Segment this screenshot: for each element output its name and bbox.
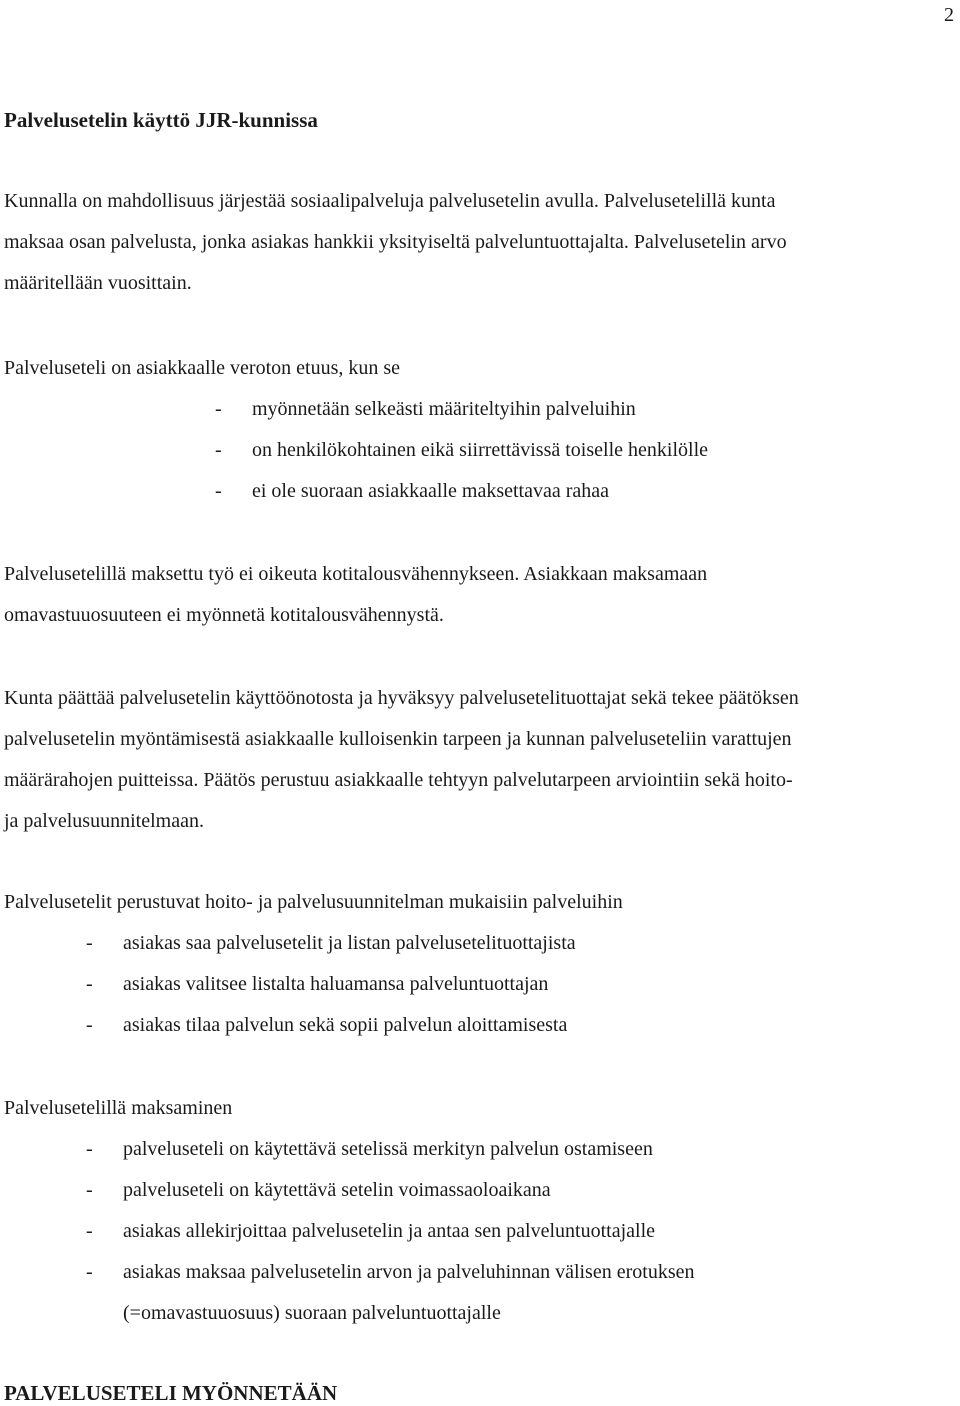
paatos-paragraph	[4, 678, 944, 842]
paragraph-line: ja palvelusuunnitelmaan.	[4, 810, 204, 832]
maksaminen-list	[86, 1129, 694, 1334]
dash-marker: -	[215, 480, 222, 502]
dash-marker: -	[86, 973, 93, 995]
page-number: 2	[944, 4, 954, 26]
dash-marker: -	[86, 1220, 93, 1242]
list-item-text: palveluseteli on käytettävä setelissä merkityn palvelun ostamiseen	[123, 1138, 653, 1160]
page-title: Palvelusetelin käyttö JJR-kunnissa	[4, 108, 318, 132]
list-item	[215, 389, 708, 430]
list-item-text: asiakas valitsee listalta haluamansa palveluntuottajan	[123, 973, 549, 995]
list-item-text: palveluseteli on käytettävä setelin voimassaoloaikana	[123, 1179, 551, 1201]
list-item	[215, 471, 708, 512]
list-item-text: ei ole suoraan asiakkaalle maksettavaa rahaa	[252, 480, 610, 502]
list-item	[86, 923, 576, 964]
list-item-text: myönnetään selkeästi määriteltyihin palveluihin	[252, 398, 636, 420]
dash-marker: -	[215, 398, 222, 420]
intro-paragraph	[4, 181, 944, 304]
paragraph-line: määritellään vuosittain.	[4, 272, 192, 294]
etuus-lead: Palveluseteli on asiakkaalle veroton etuus, kun se	[4, 357, 401, 379]
list-item	[215, 430, 708, 471]
etuus-list	[215, 389, 708, 512]
paragraph-line: määrärahojen puitteissa. Päätös perustuu asiakkaalle tehtyyn palvelutarpeen arviointiin sekä hoito-	[4, 769, 793, 791]
dash-marker: -	[86, 932, 93, 954]
list-item-text: on henkilökohtainen eikä siirrettävissä toiselle henkilölle	[252, 439, 708, 461]
dash-marker: -	[86, 1261, 93, 1283]
list-item	[86, 1170, 694, 1211]
perustuvat-lead: Palvelusetelit perustuvat hoito- ja palvelusuunnitelman mukaisiin palveluihin	[4, 891, 623, 913]
list-item-text: asiakas allekirjoittaa palvelusetelin ja antaa sen palveluntuottajalle	[123, 1220, 656, 1242]
dash-marker: -	[86, 1138, 93, 1160]
dash-marker: -	[215, 439, 222, 461]
list-item-text: asiakas tilaa palvelun sekä sopii palvelun aloittamisesta	[123, 1014, 568, 1036]
list-item	[86, 1252, 694, 1293]
list-item	[86, 964, 576, 1005]
section-heading: PALVELUSETELI MYÖNNETÄÄN	[4, 1381, 338, 1405]
paragraph-line: Kunta päättää palvelusetelin käyttöönotosta ja hyväksyy palvelusetelituottajat sekä tekee päätöksen	[4, 687, 799, 709]
list-item	[86, 1005, 576, 1046]
paragraph-line: maksaa osan palvelusta, jonka asiakas hankkii yksityiseltä palveluntuottajalta. Palvelusetelin arvo	[4, 231, 787, 253]
paragraph-line: Kunnalla on mahdollisuus järjestää sosiaalipalveluja palvelusetelin avulla. Palvelusetelillä kunta	[4, 190, 776, 212]
list-item-text: asiakas saa palvelusetelit ja listan palvelusetelituottajista	[123, 932, 576, 954]
dash-marker: -	[86, 1014, 93, 1036]
list-item	[86, 1129, 694, 1170]
list-item-continuation: (=omavastuuosuus) suoraan palveluntuottajalle	[123, 1302, 501, 1324]
list-item-text: asiakas maksaa palvelusetelin arvon ja palveluhinnan välisen erotuksen	[123, 1261, 695, 1283]
paragraph-line: omavastuuosuuteen ei myönnetä kotitalousvähennystä.	[4, 604, 444, 626]
paragraph-line: Palvelusetelillä maksettu työ ei oikeuta kotitalousvähennykseen. Asiakkaan maksamaan	[4, 563, 708, 585]
perustuvat-list	[86, 923, 576, 1046]
list-item	[86, 1211, 694, 1252]
dash-marker: -	[86, 1179, 93, 1201]
maksaminen-lead: Palvelusetelillä maksaminen	[4, 1097, 233, 1119]
kotitalous-paragraph	[4, 554, 944, 636]
paragraph-line: palvelusetelin myöntämisestä asiakkaalle kulloisenkin tarpeen ja kunnan palveluseteliin varattujen	[4, 728, 792, 750]
